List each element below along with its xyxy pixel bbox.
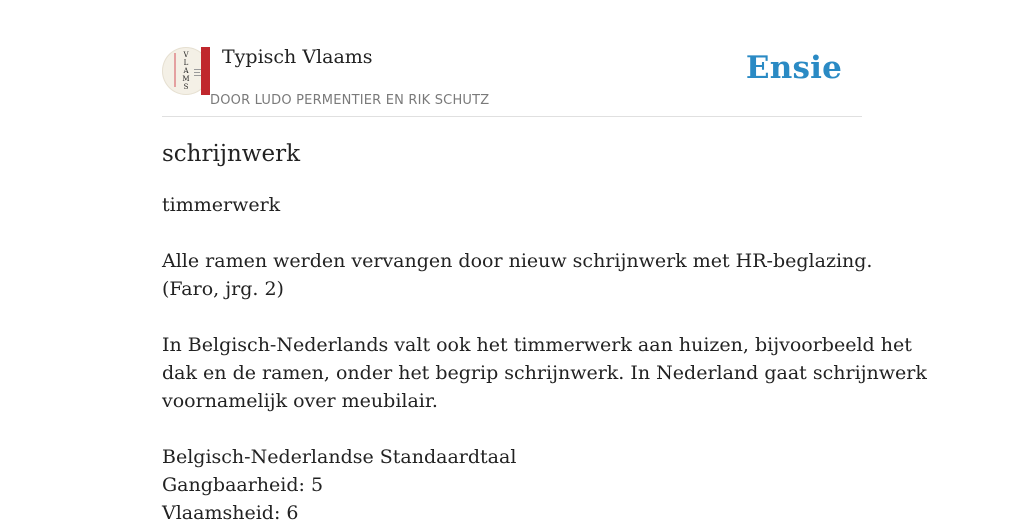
entry-headword: schrijnwerk xyxy=(162,141,301,167)
ensie-logo-link[interactable]: Ensie xyxy=(745,50,842,86)
cover-letter: L xyxy=(183,59,189,67)
cover-decoration-line xyxy=(174,53,176,87)
explanation-line: voornamelijk over meubilair. xyxy=(162,390,438,412)
explanation-paragraph xyxy=(162,331,927,415)
cover-letter: M xyxy=(182,75,190,83)
cover-letter: S xyxy=(183,83,189,91)
language-variety: Belgisch-Nederlandse Standaardtaal xyxy=(162,446,517,468)
gangbaarheid-score: Gangbaarheid: 5 xyxy=(162,474,324,496)
vlaamsheid-score: Vlaamsheid: 6 xyxy=(162,502,299,524)
cover-letter: A xyxy=(183,67,189,75)
explanation-line: dak en de ramen, onder het begrip schrijnwerk. In Nederland gaat schrijnwerk xyxy=(162,362,927,384)
entry-content xyxy=(162,138,927,527)
example-line: Alle ramen werden vervangen door nieuw schrijnwerk met HR-beglazing. xyxy=(162,250,873,272)
entry-definition: timmerwerk xyxy=(162,194,281,216)
cover-text-mark xyxy=(194,75,201,76)
site-header xyxy=(162,40,862,117)
book-title-link[interactable]: Typisch Vlaams xyxy=(222,46,373,68)
cover-text-mark xyxy=(194,72,200,73)
cover-red-band xyxy=(201,47,210,95)
example-quote xyxy=(162,247,873,303)
explanation-line: In Belgisch-Nederlands valt ook het timmerwerk aan huizen, bijvoorbeeld het xyxy=(162,334,912,356)
example-source: (Faro, jrg. 2) xyxy=(162,278,284,300)
cover-letters xyxy=(181,51,191,91)
book-cover-image[interactable] xyxy=(162,47,210,95)
author-byline: DOOR LUDO PERMENTIER EN RIK SCHUTZ xyxy=(210,93,490,108)
cover-letter: V xyxy=(183,51,189,59)
entry-metadata xyxy=(162,443,862,527)
